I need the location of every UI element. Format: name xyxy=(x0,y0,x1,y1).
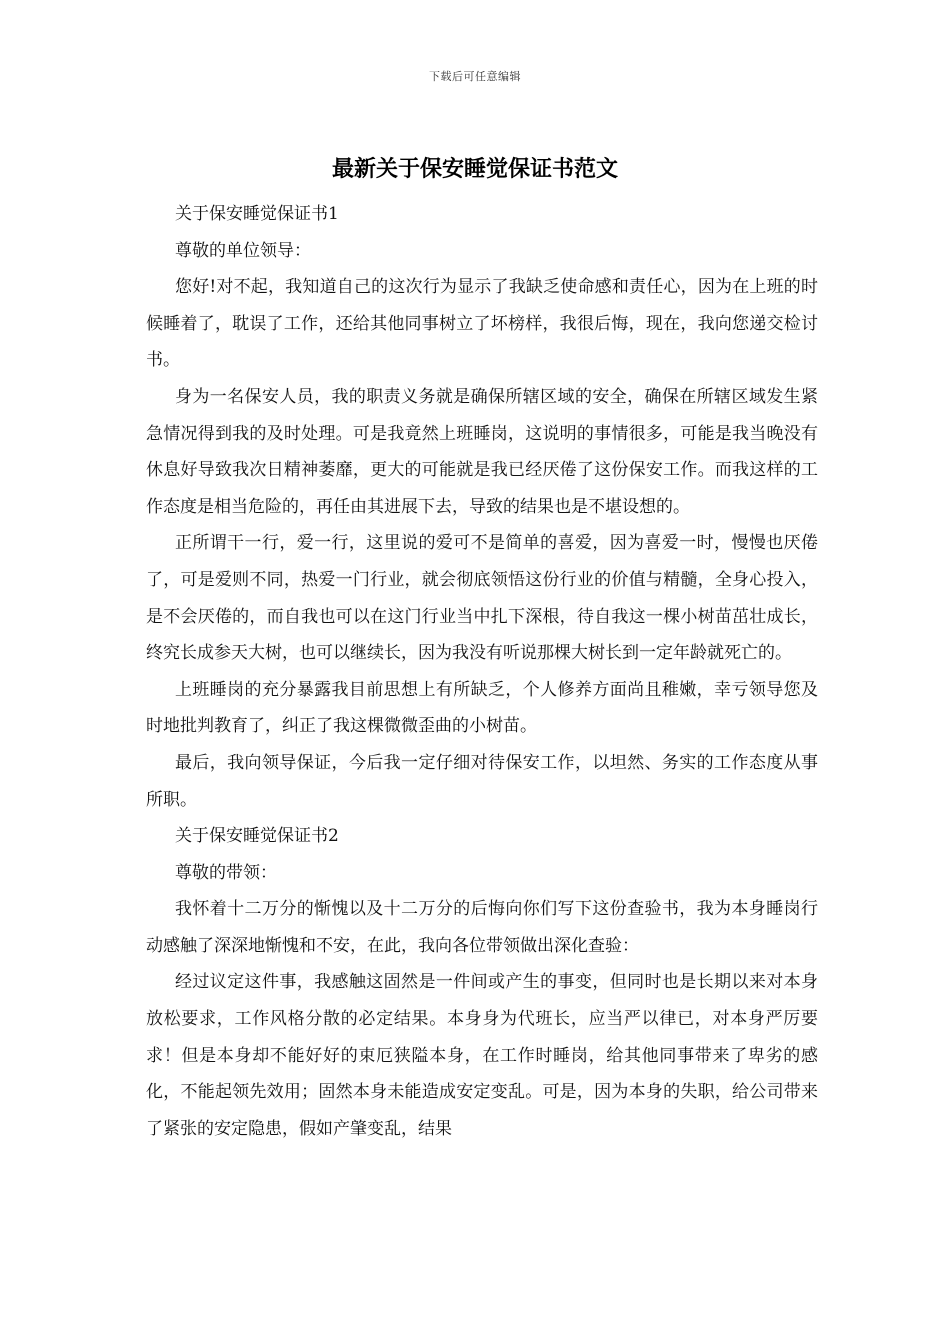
header-note: 下载后可任意编辑 xyxy=(429,70,521,83)
paragraph: 经过议定这件事，我感触这固然是一件间或产生的事变，但同时也是长期以来对本身放松要求，工作风格分散的必定结果。本身身为代班长，应当严以律已，对本身严厉要求！但是本身却不能好好的束厄狭隘本身，在工作时睡岗，给其他同事带来了卑劣的感化，不能起领先效用；固然本身未能造成安定变乱。可是，因为本身的失职，给公司带来了紧张的安定隐患，假如产肇变乱，结果 xyxy=(146,972,818,1139)
salutation-1: 尊敬的单位领导： xyxy=(175,240,311,261)
paragraph: 上班睡岗的充分暴露我目前思想上有所缺乏，个人修养方面尚且稚嫩，幸亏领导您及时地批判教育了，纠正了我这棵微微歪曲的小树苗。 xyxy=(146,679,818,737)
salutation-2: 尊敬的带领： xyxy=(175,862,277,883)
section-heading-2: 关于保安睡觉保证书2 xyxy=(175,826,339,847)
paragraph: 您好!对不起，我知道自己的这次行为显示了我缺乏使命感和责任心，因为在上班的时候睡着了，耽误了工作，还给其他同事树立了坏榜样，我很后悔，现在，我向您递交检讨书。 xyxy=(146,277,818,371)
paragraph: 正所谓干一行，爱一行，这里说的爱可不是简单的喜爱，因为喜爱一时，慢慢也厌倦了，可是爱则不同，热爱一门行业，就会彻底领悟这份行业的价值与精髓，全身心投入，是不会厌倦的，而自我也可以在这门行业当中扎下深根，待自我这一棵小树苗茁壮成长，终究长成参天大树，也可以继续长，因为我没有听说那棵大树长到一定年龄就死亡的。 xyxy=(146,533,818,664)
paragraph: 身为一名保安人员，我的职责义务就是确保所辖区域的安全，确保在所辖区域发生紧急情况得到我的及时处理。可是我竟然上班睡岗，这说明的事情很多，可能是我当晚没有休息好导致我次日精神萎靡，更大的可能就是我已经厌倦了这份保安工作。而我这样的工作态度是相当危险的，再任由其进展下去，导致的结果也是不堪设想的。 xyxy=(146,386,818,517)
section-heading-1: 关于保安睡觉保证书1 xyxy=(175,204,339,224)
paragraph: 我怀着十二万分的惭愧以及十二万分的后悔向你们写下这份查验书，我为本身睡岗行动感触了深深地惭愧和不安，在此，我向各位带领做出深化查验： xyxy=(146,899,818,956)
document-body xyxy=(146,196,818,1147)
paragraph: 最后，我向领导保证，今后我一定仔细对待保安工作，以坦然、务实的工作态度从事所职。 xyxy=(146,752,818,810)
document-title: 最新关于保安睡觉保证书范文 xyxy=(331,156,618,182)
